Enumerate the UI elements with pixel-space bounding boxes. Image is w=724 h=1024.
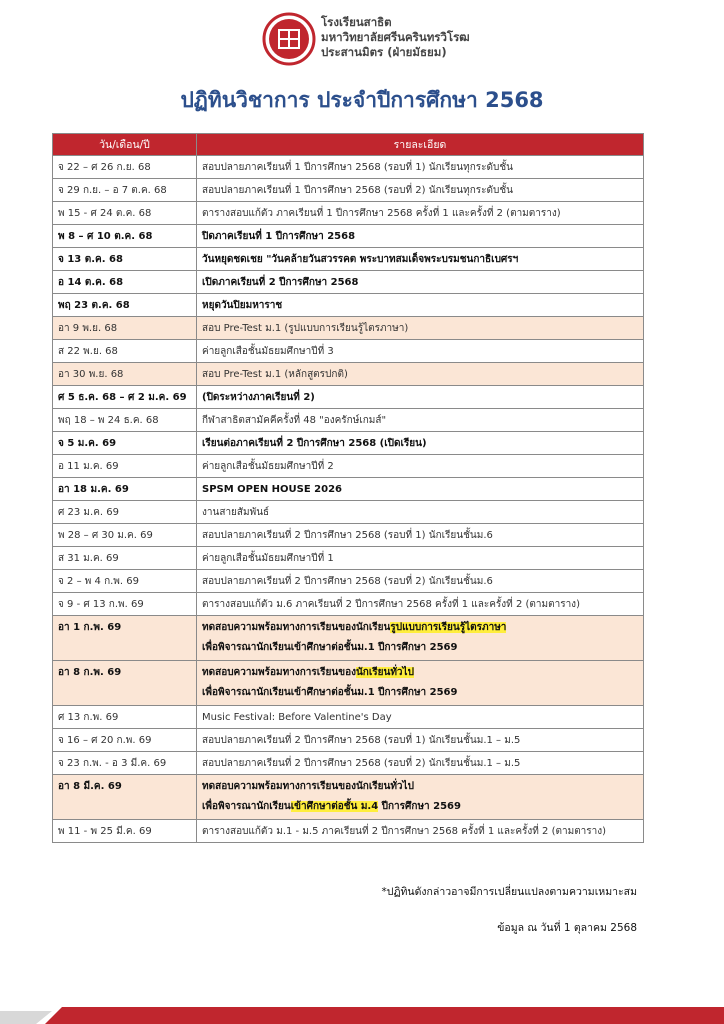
school-name-line: ประสานมิตร (ฝ่ายมัธยม) xyxy=(321,45,447,59)
row-detail: ค่ายลูกเสือชั้นมัธยมศึกษาปีที่ 1 xyxy=(197,547,644,570)
footer-stripe xyxy=(0,1001,724,1024)
row-detail: SPSM OPEN HOUSE 2026 xyxy=(197,478,644,501)
row-detail: ตารางสอบแก้ตัว ภาคเรียนที่ 1 ปีการศึกษา 2568 ครั้งที่ 1 และครั้งที่ 2 (ตามตาราง) xyxy=(197,202,644,225)
row-date: จ 13 ต.ค. 68 xyxy=(53,248,197,271)
row-detail xyxy=(197,616,644,661)
row-date: อา 9 พ.ย. 68 xyxy=(53,317,197,340)
row-date: พ 28 – ศ 30 ม.ค. 69 xyxy=(53,524,197,547)
highlighted-text: เข้าศึกษาต่อชั้น ม.4 xyxy=(290,801,379,812)
table-row xyxy=(53,156,644,179)
row-date: อา 8 ก.พ. 69 xyxy=(53,661,197,706)
academic-calendar-table xyxy=(52,133,644,843)
table-row xyxy=(53,661,644,706)
row-date: อา 18 ม.ค. 69 xyxy=(53,478,197,501)
table-row xyxy=(53,248,644,271)
row-date: อา 30 พ.ย. 68 xyxy=(53,363,197,386)
table-row xyxy=(53,775,644,820)
school-name xyxy=(321,15,561,60)
row-date: พฤ 18 – พ 24 ธ.ค. 68 xyxy=(53,409,197,432)
row-detail-line xyxy=(202,777,638,797)
row-detail xyxy=(197,661,644,706)
table-row xyxy=(53,820,644,843)
row-date: อา 8 มี.ค. 69 xyxy=(53,775,197,820)
row-detail: สอบ Pre-Test ม.1 (รูปแบบการเรียนรู้ไตรภาษา) xyxy=(197,317,644,340)
row-detail-line xyxy=(202,797,638,817)
table-row xyxy=(53,547,644,570)
table-row xyxy=(53,593,644,616)
row-detail: ค่ายลูกเสือชั้นมัธยมศึกษาปีที่ 2 xyxy=(197,455,644,478)
table-row xyxy=(53,706,644,729)
table-header-row xyxy=(53,134,644,156)
row-detail-line xyxy=(202,618,638,638)
detail-text: เพื่อพิจารณานักเรียนเข้าศึกษาต่อชั้นม.1 ปีการศึกษา 2569 xyxy=(202,642,458,653)
row-date: ศ 23 ม.ค. 69 xyxy=(53,501,197,524)
row-detail xyxy=(197,775,644,820)
table-row xyxy=(53,729,644,752)
row-date: อ 11 ม.ค. 69 xyxy=(53,455,197,478)
as-of-date: ข้อมูล ณ วันที่ 1 ตุลาคม 2568 xyxy=(497,922,637,934)
row-detail: ค่ายลูกเสือชั้นมัธยมศึกษาปีที่ 3 xyxy=(197,340,644,363)
table-row xyxy=(53,616,644,661)
row-detail: หยุดวันปิยมหาราช xyxy=(197,294,644,317)
table-row xyxy=(53,752,644,775)
row-date: จ 29 ก.ย. – อ 7 ต.ค. 68 xyxy=(53,179,197,202)
table-row xyxy=(53,363,644,386)
table-row xyxy=(53,340,644,363)
row-detail: สอบปลายภาคเรียนที่ 2 ปีการศึกษา 2568 (รอบที่ 1) นักเรียนชั้นม.1 – ม.5 xyxy=(197,729,644,752)
page-title: ปฏิทินวิชาการ ประจำปีการศึกษา 2568 xyxy=(180,88,544,112)
row-date: พ 8 – ศ 10 ต.ค. 68 xyxy=(53,225,197,248)
row-detail: งานสายสัมพันธ์ xyxy=(197,501,644,524)
table-row xyxy=(53,179,644,202)
detail-text: เพื่อพิจารณานักเรียน xyxy=(202,801,291,812)
row-date: ศ 13 ก.พ. 69 xyxy=(53,706,197,729)
table-row xyxy=(53,271,644,294)
row-date: จ 22 – ศ 26 ก.ย. 68 xyxy=(53,156,197,179)
school-header xyxy=(262,12,562,68)
row-detail: ตารางสอบแก้ตัว ม.1 - ม.5 ภาคเรียนที่ 2 ปีการศึกษา 2568 ครั้งที่ 1 และครั้งที่ 2 (ตามตาราง) xyxy=(197,820,644,843)
school-name-line: โรงเรียนสาธิต xyxy=(321,15,392,29)
row-detail: Music Festival: Before Valentine's Day xyxy=(197,706,644,729)
row-detail: สอบปลายภาคเรียนที่ 2 ปีการศึกษา 2568 (รอบที่ 2) นักเรียนชั้นม.6 xyxy=(197,570,644,593)
row-date: จ 2 – พ 4 ก.พ. 69 xyxy=(53,570,197,593)
table-row xyxy=(53,317,644,340)
row-date: ศ 5 ธ.ค. 68 – ศ 2 ม.ค. 69 xyxy=(53,386,197,409)
row-date: จ 16 – ศ 20 ก.พ. 69 xyxy=(53,729,197,752)
row-detail-line xyxy=(202,663,638,683)
detail-text: ปีการศึกษา 2569 xyxy=(378,801,461,812)
row-date: ส 22 พ.ย. 68 xyxy=(53,340,197,363)
school-name-line: มหาวิทยาลัยศรีนครินทรวิโรฒ xyxy=(321,30,470,44)
row-date: พ 11 - พ 25 มี.ค. 69 xyxy=(53,820,197,843)
table-row xyxy=(53,524,644,547)
highlighted-text: นักเรียนทั่วไป xyxy=(355,667,414,678)
row-detail: กีฬาสาธิตสามัคคีครั้งที่ 48 "องครักษ์เกมส์" xyxy=(197,409,644,432)
row-detail: สอบ Pre-Test ม.1 (หลักสูตรปกติ) xyxy=(197,363,644,386)
table-row xyxy=(53,478,644,501)
table-row xyxy=(53,294,644,317)
table-row xyxy=(53,409,644,432)
row-date: พ 15 - ศ 24 ต.ค. 68 xyxy=(53,202,197,225)
row-detail: (ปิดระหว่างภาคเรียนที่ 2) xyxy=(197,386,644,409)
table-row xyxy=(53,386,644,409)
table-row xyxy=(53,455,644,478)
table-row xyxy=(53,202,644,225)
row-date: ส 31 ม.ค. 69 xyxy=(53,547,197,570)
table-row xyxy=(53,432,644,455)
row-detail-line xyxy=(202,683,638,703)
row-detail: เปิดภาคเรียนที่ 2 ปีการศึกษา 2568 xyxy=(197,271,644,294)
row-date: จ 23 ก.พ. - อ 3 มี.ค. 69 xyxy=(53,752,197,775)
row-date: จ 5 ม.ค. 69 xyxy=(53,432,197,455)
column-header-detail: รายละเอียด xyxy=(197,134,644,156)
disclaimer-note: *ปฏิทินดังกล่าวอาจมีการเปลี่ยนแปลงตามความเหมาะสม xyxy=(381,886,637,898)
school-logo-icon xyxy=(262,12,316,66)
row-detail: สอบปลายภาคเรียนที่ 2 ปีการศึกษา 2568 (รอบที่ 2) นักเรียนชั้นม.1 – ม.5 xyxy=(197,752,644,775)
row-detail: ตารางสอบแก้ตัว ม.6 ภาคเรียนที่ 2 ปีการศึกษา 2568 ครั้งที่ 1 และครั้งที่ 2 (ตามตาราง) xyxy=(197,593,644,616)
row-detail: สอบปลายภาคเรียนที่ 1 ปีการศึกษา 2568 (รอบที่ 1) นักเรียนทุกระดับชั้น xyxy=(197,156,644,179)
row-detail: เรียนต่อภาคเรียนที่ 2 ปีการศึกษา 2568 (เปิดเรียน) xyxy=(197,432,644,455)
row-detail: สอบปลายภาคเรียนที่ 2 ปีการศึกษา 2568 (รอบที่ 1) นักเรียนชั้นม.6 xyxy=(197,524,644,547)
highlighted-text: รูปแบบการเรียนรู้ไตรภาษา xyxy=(390,622,507,633)
table-row xyxy=(53,501,644,524)
row-detail: สอบปลายภาคเรียนที่ 1 ปีการศึกษา 2568 (รอบที่ 2) นักเรียนทุกระดับชั้น xyxy=(197,179,644,202)
table-row xyxy=(53,570,644,593)
detail-text: ทดสอบความพร้อมทางการเรียนของนักเรียน xyxy=(202,622,391,633)
detail-text: ทดสอบความพร้อมทางการเรียนของนักเรียนทั่วไป xyxy=(202,781,414,792)
detail-text: ทดสอบความพร้อมทางการเรียนของ xyxy=(202,667,356,678)
table-row xyxy=(53,225,644,248)
row-detail: ปิดภาคเรียนที่ 1 ปีการศึกษา 2568 xyxy=(197,225,644,248)
column-header-date: วัน/เดือน/ปี xyxy=(53,134,197,156)
row-detail-line xyxy=(202,638,638,658)
row-date: อา 1 ก.พ. 69 xyxy=(53,616,197,661)
detail-text: เพื่อพิจารณานักเรียนเข้าศึกษาต่อชั้นม.1 ปีการศึกษา 2569 xyxy=(202,687,458,698)
row-date: อ 14 ต.ค. 68 xyxy=(53,271,197,294)
row-date: พฤ 23 ต.ค. 68 xyxy=(53,294,197,317)
row-date: จ 9 - ศ 13 ก.พ. 69 xyxy=(53,593,197,616)
row-detail: วันหยุดชดเชย "วันคล้ายวันสวรรคต พระบาทสมเด็จพระบรมชนกาธิเบศรฯ xyxy=(197,248,644,271)
